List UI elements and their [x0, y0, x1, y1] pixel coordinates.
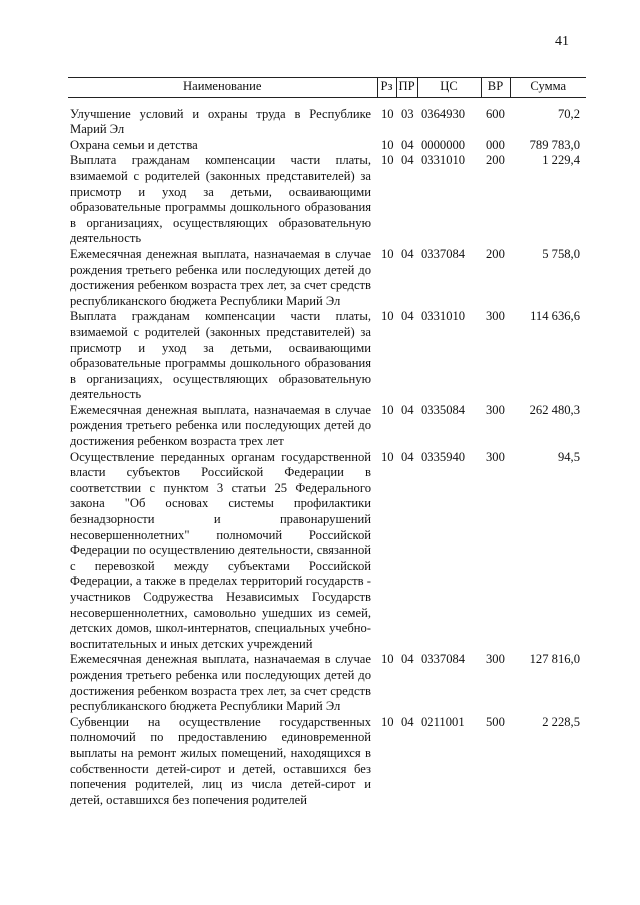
row-sum: 70,2: [557, 106, 580, 121]
budget-table: [68, 77, 586, 808]
row-name: Ежемесячная денежная выплата, назначаемая в случае рождения третьего ребенка или последующих детей до достижения ребенком возраста трех лет, за счет средств республиканского бюджета Республики Марий Эл: [70, 246, 371, 308]
row-cs: 0000000: [421, 137, 466, 152]
table-row: [68, 403, 586, 450]
row-vr: 300: [486, 309, 505, 324]
row-pr: 03: [401, 106, 414, 121]
table-row: [68, 247, 586, 309]
header-cs: ЦС: [417, 78, 481, 98]
row-vr: 300: [486, 402, 505, 417]
row-name: Выплата гражданам компенсации части платы, взимаемой с родителей (законных представителей) за присмотр и уход за детьми, осваивающими образовательные программы дошкольного образования в организациях, осуществляющих образовательную деятельность: [70, 153, 371, 246]
row-name: Охрана семьи и детства: [70, 137, 198, 152]
table-row: [68, 450, 586, 653]
row-rz: 10: [381, 714, 394, 729]
table-row: [68, 153, 586, 247]
row-rz: 10: [381, 449, 394, 464]
row-vr: 500: [486, 714, 505, 729]
row-sum: 2 228,5: [542, 714, 580, 729]
table-row: [68, 138, 586, 154]
row-sum: 114 636,6: [530, 309, 580, 324]
row-cs: 0337084: [421, 652, 466, 667]
row-vr: 300: [486, 449, 505, 464]
row-cs: 0211001: [421, 714, 465, 729]
page-number: 41: [555, 34, 569, 49]
row-vr: 000: [486, 137, 505, 152]
header-rz: Рз: [377, 78, 396, 98]
row-vr: 300: [486, 652, 505, 667]
row-rz: 10: [381, 153, 394, 168]
row-sum: 789 783,0: [529, 137, 580, 152]
row-sum: 262 480,3: [529, 402, 580, 417]
row-sum: 1 229,4: [542, 153, 580, 168]
row-rz: 10: [381, 137, 394, 152]
header-name: Наименование: [68, 78, 377, 98]
row-sum: 127 816,0: [529, 652, 580, 667]
row-pr: 04: [401, 153, 414, 168]
row-name: Субвенции на осуществление государственных полномочий по предоставлению единовременной выплаты на ремонт жилых помещений, находящихся в собственности детей-сирот и детей, оставшихся без попечения родителей, лиц из числа детей-сирот и детей, оставшихся без попечения родителей: [70, 714, 371, 807]
row-pr: 04: [401, 652, 414, 667]
row-rz: 10: [381, 246, 394, 261]
table-row: [68, 715, 586, 809]
row-pr: 04: [401, 137, 414, 152]
row-pr: 04: [401, 309, 414, 324]
row-name: Ежемесячная денежная выплата, назначаемая в случае рождения третьего ребенка или последующих детей до достижения ребенком возраста трех лет: [70, 402, 371, 449]
row-cs: 0335084: [421, 402, 466, 417]
row-sum: 5 758,0: [542, 246, 580, 261]
row-name: Ежемесячная денежная выплата, назначаемая в случае рождения третьего ребенка или последующих детей до достижения ребенком возраста трех лет, за счет средств республиканского бюджета Республики Марий Эл: [70, 652, 371, 714]
row-cs: 0364930: [421, 106, 466, 121]
header-vr: ВР: [481, 78, 510, 98]
row-name: Улучшение условий и охраны труда в Республике Марий Эл: [70, 106, 371, 137]
row-vr: 600: [486, 106, 505, 121]
header-pr: ПР: [396, 78, 417, 98]
row-pr: 04: [401, 714, 414, 729]
row-rz: 10: [381, 106, 394, 121]
row-pr: 04: [401, 246, 414, 261]
table-row: [68, 652, 586, 714]
row-sum: 94,5: [557, 449, 580, 464]
table-header: [68, 78, 586, 98]
row-rz: 10: [381, 402, 394, 417]
table-row: [68, 309, 586, 403]
table-row: [68, 97, 586, 138]
row-cs: 0331010: [421, 153, 466, 168]
row-cs: 0335940: [421, 449, 466, 464]
row-pr: 04: [401, 449, 414, 464]
table-body: [68, 97, 586, 808]
row-name: Осуществление переданных органам государственной власти субъектов Российской Федерации в соответствии с пунктом 3 статьи 25 Федерального закона "Об основах системы профилактики безнадзорности и правонарушений несовершеннолетних" полномочий Российской Федерации по осуществлению деятельности, связанной с перевозкой между субъектами Российской Федерации, а также в пределах территорий государств - участников Содружества Независимых Государств несовершеннолетних, самовольно ушедших из семей, детских домов, школ-интернатов, специальных учебно-воспитательных и иных детских учреждений: [70, 449, 371, 651]
row-vr: 200: [486, 246, 505, 261]
row-rz: 10: [381, 652, 394, 667]
row-rz: 10: [381, 309, 394, 324]
row-pr: 04: [401, 402, 414, 417]
header-sum: Сумма: [510, 78, 586, 98]
row-name: Выплата гражданам компенсации части платы, взимаемой с родителей (законных представителей) за присмотр и уход за детьми, осваивающими образовательные программы дошкольного образования в организациях, осуществляющих образовательную деятельность: [70, 309, 371, 402]
row-vr: 200: [486, 153, 505, 168]
row-cs: 0337084: [421, 246, 466, 261]
row-cs: 0331010: [421, 309, 466, 324]
